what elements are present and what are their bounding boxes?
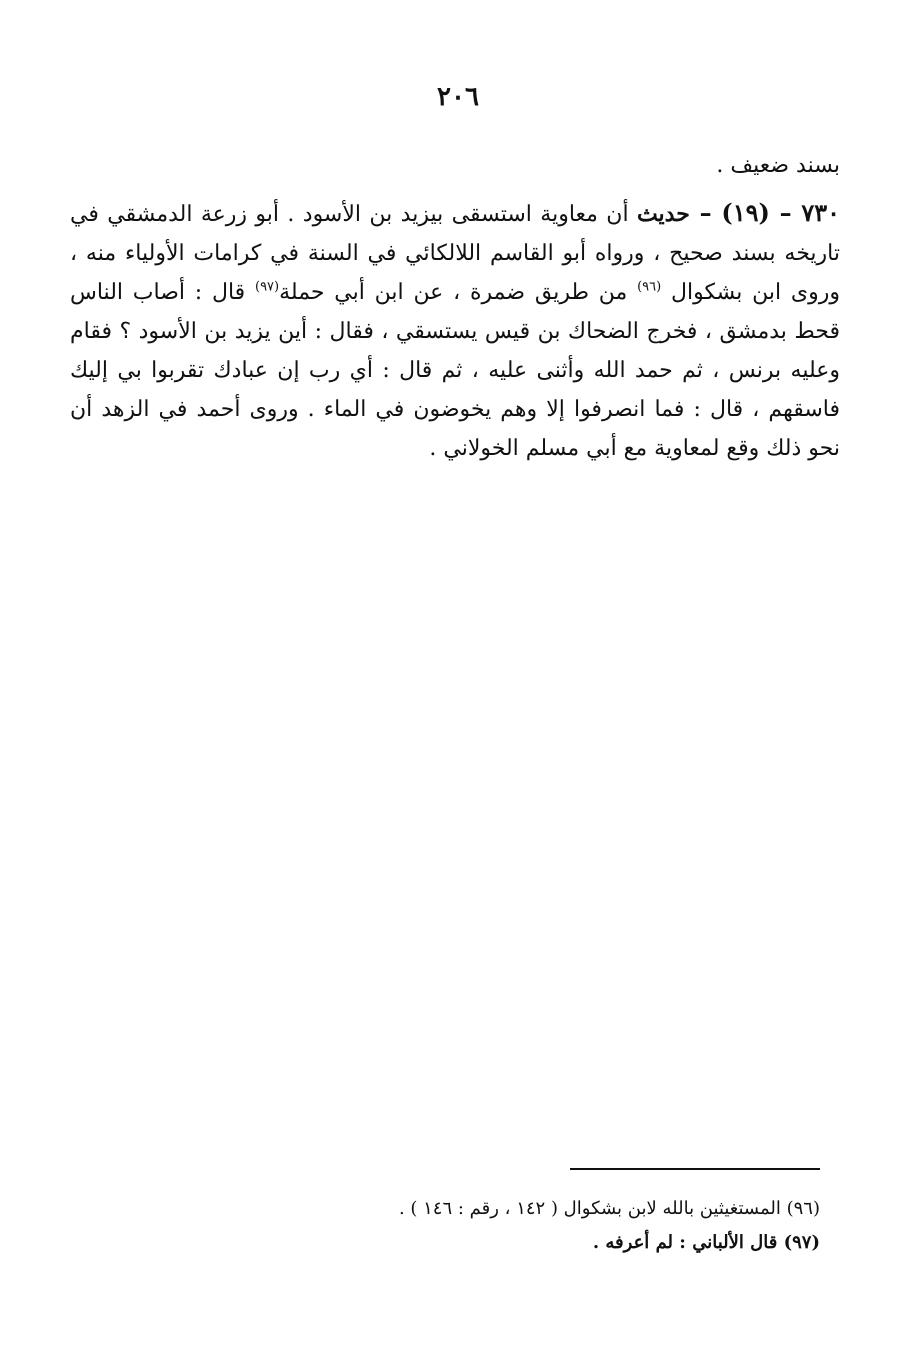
hadith-dash: – [689, 198, 722, 227]
main-text [70, 146, 840, 468]
hadith-text: أن معاوية استسقى بيزيد بن الأسود . أبو زرعة الدمشقي في تاريخه بسند صحيح ، ورواه أبو القاسم اللالكائي في السنة في كرامات الأولياء منه ، وروى ابن بشكوال [70, 202, 841, 305]
hadith-dash: – [769, 198, 802, 227]
footnote-marker: (٩٦) [786, 1198, 820, 1219]
hadith-label: حديث [636, 201, 690, 227]
hadith-text: من طريق ضمرة ، عن ابن أبي حملة [279, 280, 638, 305]
hadith-text: قال : أصاب الناس قحط بدمشق ، فخرج الضحاك بن قيس يستسقي ، فقال : أين يزيد بن الأسود ؟ فقام وعليه برنس ، ثم حمد الله وأثنى عليه ، ثم قال : أي رب إن عبادك تقربوا بي إليك فاسقهم ، قال : فما انصرفوا إلا وهم يخوضون في الماء . وروى أحمد في الزهد أن نحو ذلك وقع لمعاوية مع أبي مسلم الخولاني . [70, 280, 840, 461]
previous-entry-ending: بسند ضعيف . [716, 153, 840, 178]
footnote-reference[interactable]: (٩٦) [637, 279, 662, 295]
footnote-text: قال الألباني : لم أعرفه . [592, 1232, 784, 1253]
hadith-sub-number: (١٩) [721, 198, 770, 227]
footnote [100, 1226, 820, 1260]
hadith-number: ٧٣٠ [801, 198, 840, 227]
footnote-text: المستغيثين بالله لابن بشكوال ( ١٤٢ ، رقم : ١٤٦ ) . [398, 1198, 787, 1219]
footnote-divider [570, 1168, 820, 1170]
footnote [100, 1192, 820, 1226]
footnote-marker: (٩٧) [783, 1232, 820, 1253]
footnotes-section [100, 1192, 820, 1260]
page-number: ٢٠٦ [437, 82, 479, 112]
footnote-reference[interactable]: (٩٧) [255, 279, 280, 295]
hadith-entry [70, 193, 840, 468]
